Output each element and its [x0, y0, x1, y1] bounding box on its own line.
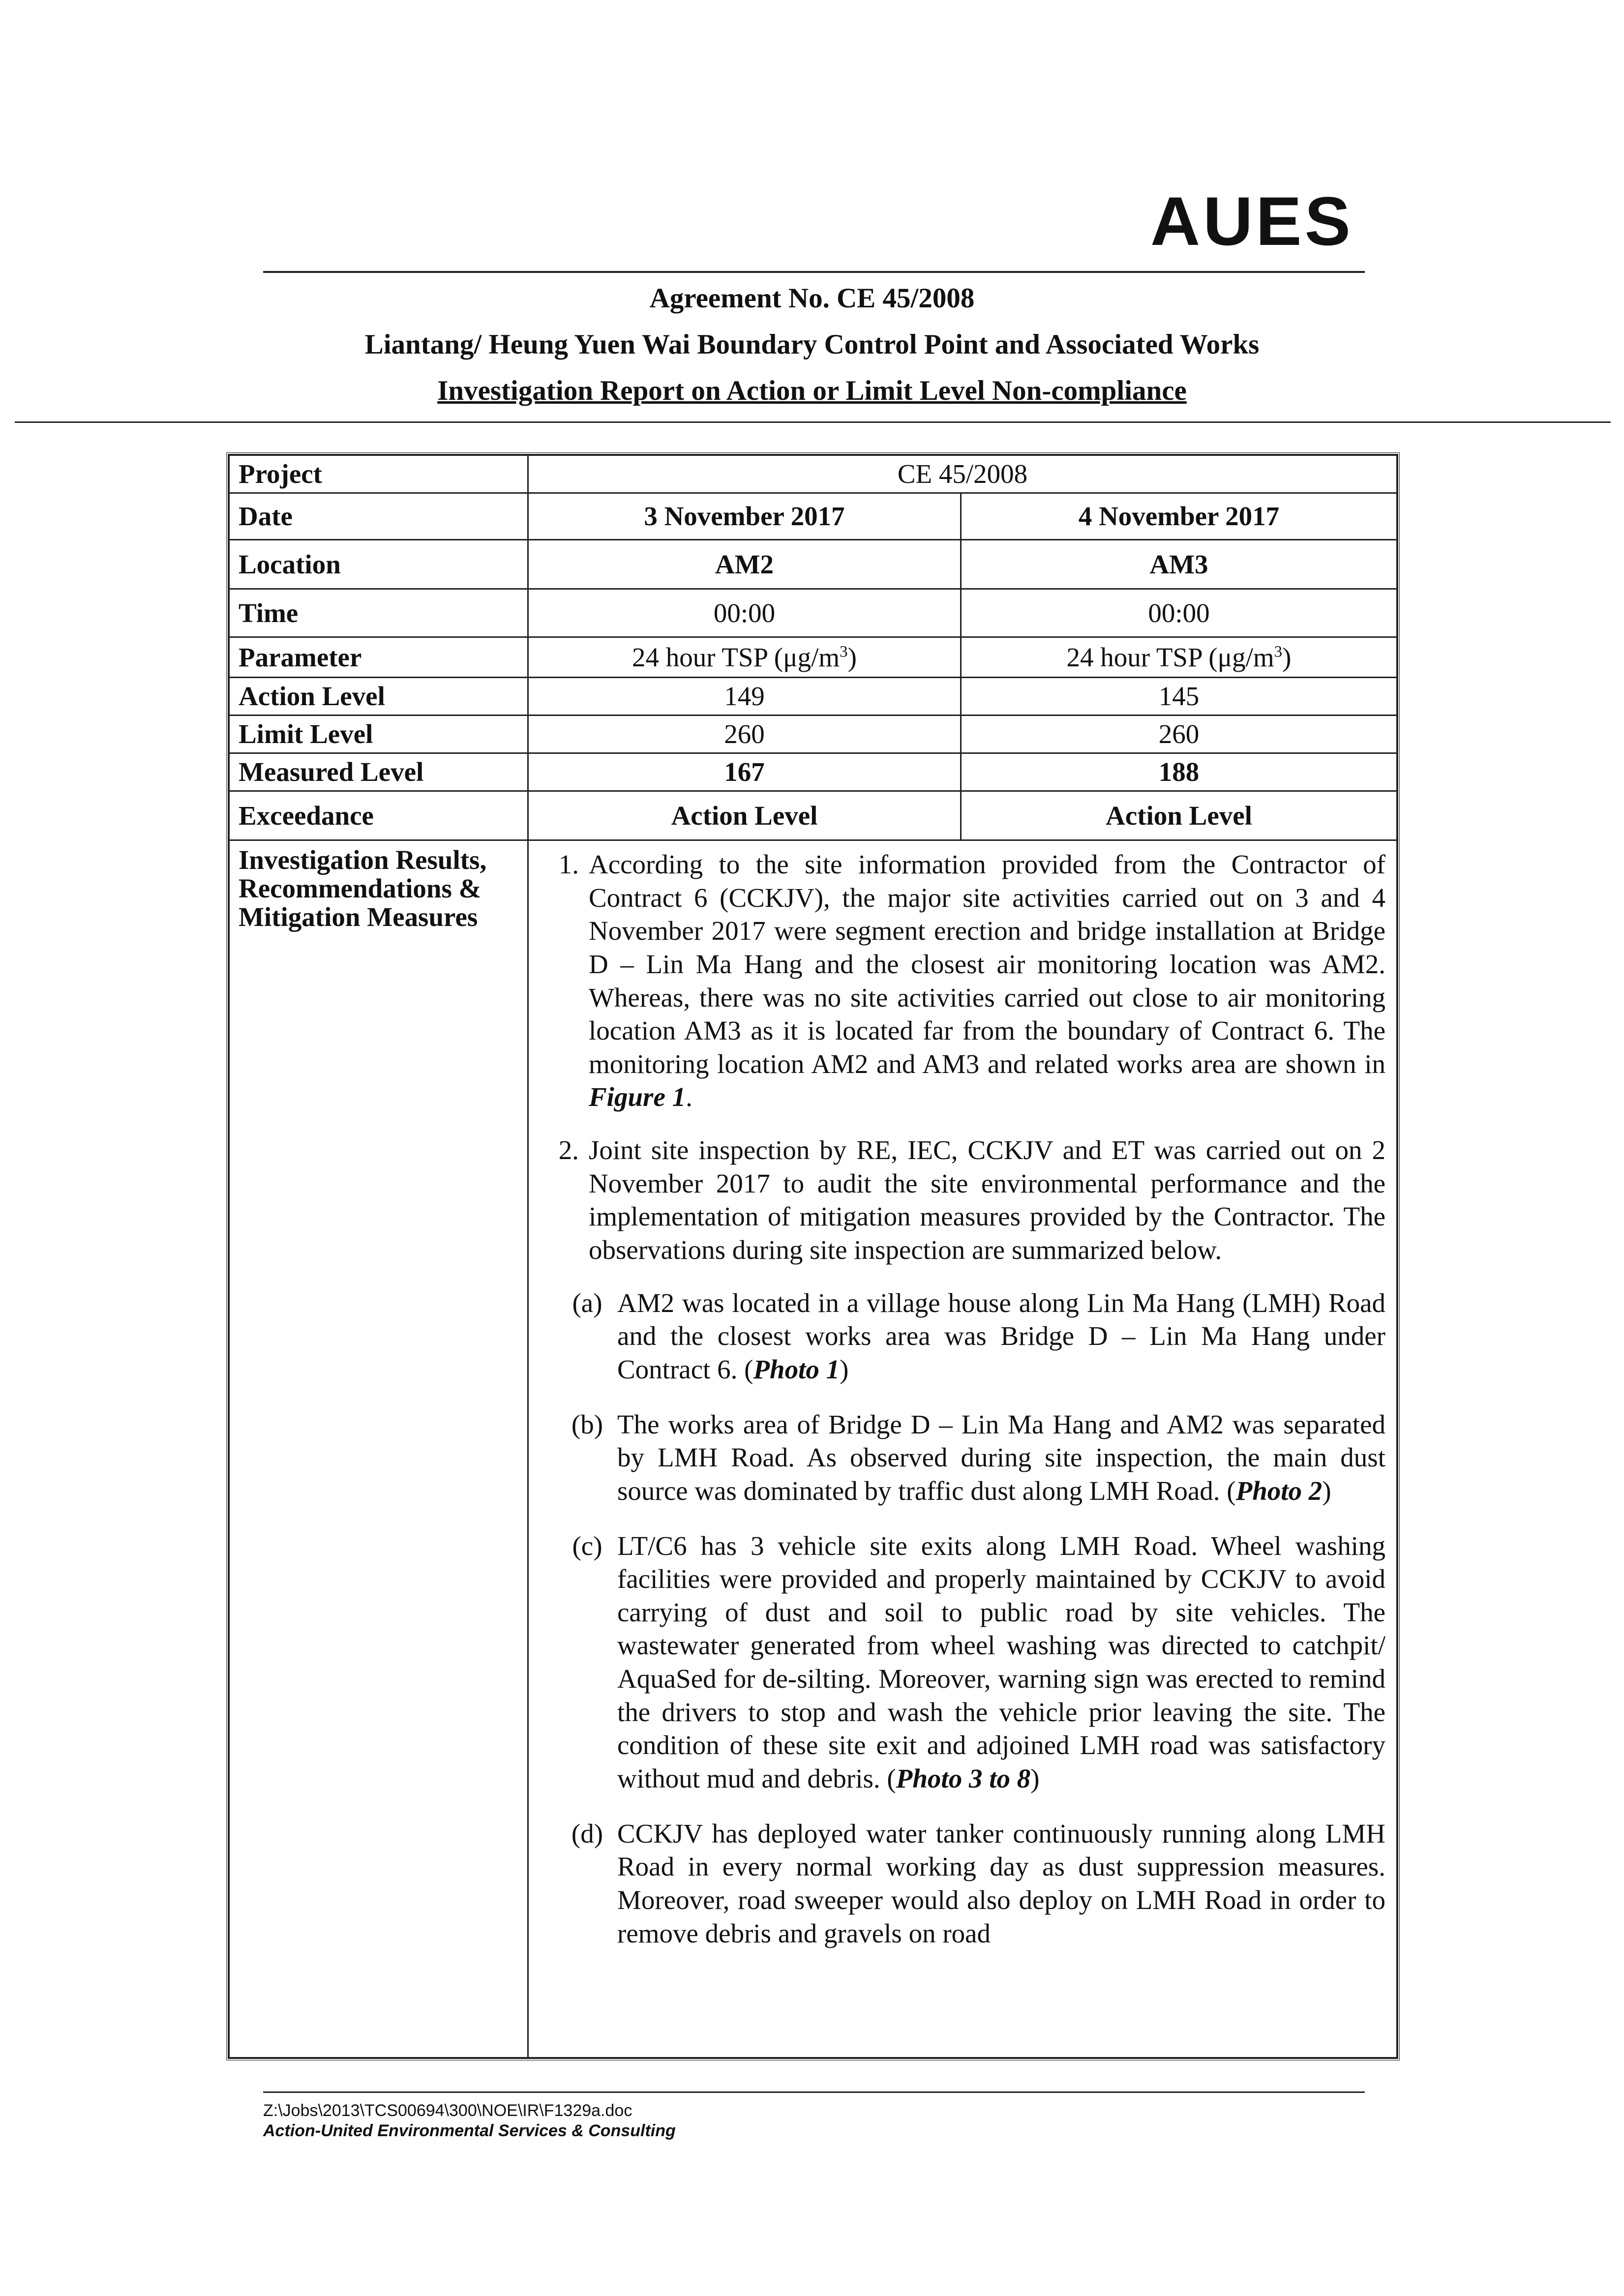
list-item: 1. According to the site information provided from the Contractor of Contract 6 (CCKJV), the major site activities carried out on 3 and 4 November 2017 were segment erection and bridge installation at Bridge D – Lin Ma Hang and the closest air monitoring location was AM2. Whereas, there was no site activities carried out close to air monitoring location AM3 as it is located far from the boundary of Contract 6. The monitoring location AM2 and AM3 and related works area are shown in Figure 1.	[558, 849, 1385, 1112]
table-row-time	[229, 589, 1397, 637]
location-col1: AM2	[528, 540, 961, 589]
figure-reference: Figure 1	[589, 1082, 686, 1112]
label-measured-level: Measured Level	[229, 753, 528, 791]
list-item: 2. Joint site inspection by RE, IEC, CCKJV and ET was carried out on 2 November 2017 to audit the site environmental performance and the implementation of mitigation measures provided by the Contractor. The observations during site inspection are summarized below.	[558, 1135, 1385, 1265]
parameter-col2: 24 hour TSP $(\mu g/m^3)$	[961, 637, 1397, 678]
agreement-number: Agreement No. CE 45/2008	[649, 283, 975, 314]
table-row-parameter	[229, 637, 1397, 678]
label-limit-level: Limit Level	[229, 716, 528, 753]
list-subitem: (c) LT/C6 has 3 vehicle site exits along LMH Road. Wheel washing facilities were provided and properly maintained by CCKJV to avoid carrying of dust and soil to public road by site vehicles. The wastewater generated from wheel washing was directed to catchpit/ AquaSed for de-silting. Moreover, warning sign was erected to remind the drivers to stop and wash the vehicle prior leaving the site. The condition of these site exit and adjoined LMH road was satisfactory without mud and debris. (Photo 3 to 8)	[572, 1530, 1385, 1794]
date-col2: 4 November 2017	[961, 493, 1397, 540]
measured-level-col2: 188	[961, 753, 1397, 791]
investigation-content	[528, 840, 1397, 2058]
limit-level-col1: 260	[528, 716, 961, 753]
label-exceedance: Exceedance	[229, 791, 528, 840]
table-row-project	[229, 455, 1397, 493]
label-parameter: Parameter	[229, 637, 528, 678]
table-row-exceedance	[229, 791, 1397, 840]
table-row-location	[229, 540, 1397, 589]
company-logo: AUES	[1150, 182, 1353, 260]
label-project: Project	[229, 455, 528, 493]
table-row-investigation	[229, 840, 1397, 2058]
label-location: Location	[229, 540, 528, 589]
action-level-col1: 149	[528, 678, 961, 716]
table-row-measured-level	[229, 753, 1397, 791]
table-row-limit-level	[229, 716, 1397, 753]
list-subitem: (a) AM2 was located in a village house along Lin Ma Hang (LMH) Road and the closest works area was Bridge D – Lin Ma Hang under Contract 6. (Photo 1)	[572, 1287, 1385, 1384]
photo-reference: Photo 3 to 8	[896, 1763, 1031, 1794]
file-path: Z:\Jobs\2013\TCS00694\300\NOE\IR\F1329a.doc	[263, 2101, 632, 2120]
time-col2: 00:00	[961, 589, 1397, 637]
report-title: Investigation Report on Action or Limit Level Non-compliance	[437, 375, 1187, 406]
label-investigation: Investigation Results, Recommendations & Mitigation Measures	[229, 840, 528, 2058]
parameter-col1: 24 hour TSP $(\mu g/m^3)$	[528, 637, 961, 678]
company-name: Action-United Environmental Services & Consulting	[263, 2121, 676, 2140]
label-date: Date	[229, 493, 528, 540]
time-col1: 00:00	[528, 589, 961, 637]
list-subitem: (d) CCKJV has deployed water tanker continuously running along LMH Road in every normal working day as dust suppression measures. Moreover, road sweeper would also deploy on LMH Road in order to remove debris and gravels on road	[571, 1818, 1385, 1948]
exceedance-col1: Action Level	[528, 791, 961, 840]
measured-level-col1: 167	[528, 753, 961, 791]
photo-reference: Photo 2	[1235, 1475, 1323, 1506]
limit-level-col2: 260	[961, 716, 1397, 753]
label-time: Time	[229, 589, 528, 637]
exceedance-col2: Action Level	[961, 791, 1397, 840]
label-action-level: Action Level	[229, 678, 528, 716]
table-row-date	[229, 493, 1397, 540]
header-divider	[263, 271, 1365, 273]
date-col1: 3 November 2017	[528, 493, 961, 540]
photo-reference: Photo 1	[753, 1354, 840, 1384]
value-project: CE 45/2008	[528, 455, 1397, 493]
page-divider	[15, 421, 1611, 423]
list-subitem: (b) The works area of Bridge D – Lin Ma Hang and AM2 was separated by LMH Road. As observed during site inspection, the main dust source was dominated by traffic dust along LMH Road. (Photo 2)	[571, 1409, 1385, 1506]
table-row-action-level	[229, 678, 1397, 716]
project-title: Liantang/ Heung Yuen Wai Boundary Control Point and Associated Works	[364, 329, 1260, 360]
action-level-col2: 145	[961, 678, 1397, 716]
location-col2: AM3	[961, 540, 1397, 589]
investigation-table	[226, 452, 1400, 2060]
footer-divider	[263, 2091, 1365, 2093]
footer	[263, 2101, 676, 2141]
